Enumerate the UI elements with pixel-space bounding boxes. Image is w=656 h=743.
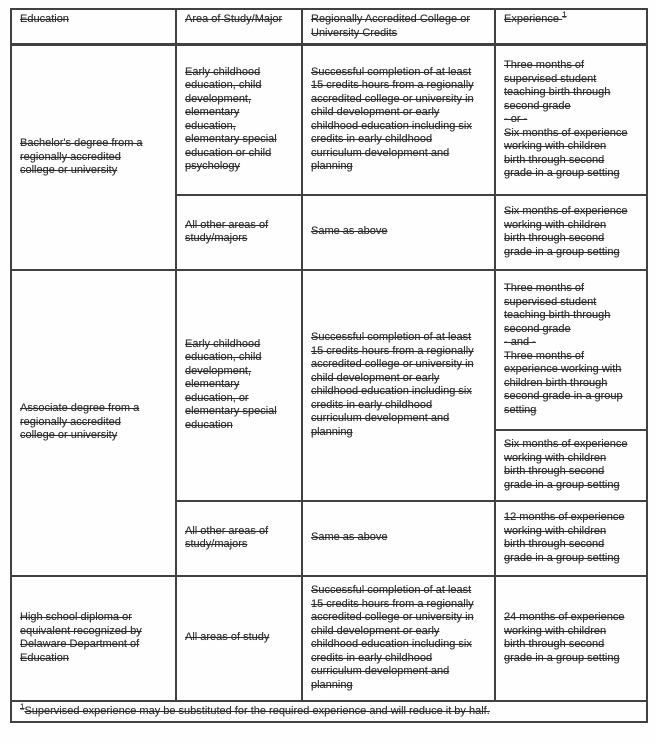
cell-credits-bachelors-primary (302, 45, 495, 195)
cell-footnote (11, 701, 647, 723)
experience-part-1: Three months of supervised student teaching birth through second grade (504, 59, 611, 112)
experience-part-2: Six months of experience working with children birth through second grade in a group setting (504, 126, 628, 179)
cell-area-bachelors-other (176, 195, 302, 270)
header-credits-label: Regionally Accredited College or University Credits (311, 13, 470, 39)
header-cell-area (176, 9, 302, 45)
education-requirements-table (10, 8, 648, 723)
credits-bachelors-other-text: Same as above (311, 225, 388, 238)
cell-area-associate-primary (176, 270, 302, 501)
footnote-text-wrap (20, 701, 640, 719)
table-row-associate-primary (11, 270, 647, 430)
cell-education-high-school (11, 576, 176, 701)
cell-credits-associate-primary (302, 270, 495, 501)
cell-education-bachelors (11, 45, 176, 270)
header-education-label: Education (20, 13, 69, 25)
area-associate-primary-text: Early childhood education, child development, elementary education, or elementary special education (185, 337, 277, 431)
table-row-footnote (11, 701, 647, 723)
footnote-text: Supervised experience may be substituted for the required experience and will reduce it by half. (24, 704, 490, 717)
experience-associate-other-text: 12 months of experience working with children birth through second grade in a group setting (504, 511, 625, 564)
footnote-marker: 1 (20, 701, 25, 711)
area-bachelors-primary-text: Early childhood education, child development, elementary education, elementary special education or child psychology (185, 65, 277, 173)
header-experience-label (504, 10, 640, 27)
experience-associate-primary (504, 282, 630, 417)
experience-connector: - and - (504, 336, 536, 348)
cell-area-bachelors-primary (176, 45, 302, 195)
credits-high-school-text: Successful completion of at least 15 credits hours from a regionally accredited college or university in child development or early childhood education including six credits in early childhood curriculum development and planning (311, 584, 474, 691)
credits-associate-primary-text: Successful completion of at least 15 credits hours from a regionally accredited college or university in child development or early childhood education including six credits in early childhood curriculum development and planning (311, 331, 474, 438)
header-cell-experience (495, 9, 647, 45)
table-row-bachelors-primary (11, 45, 647, 195)
education-bachelors-text: Bachelor's degree from a regionally accredited college or university (20, 137, 143, 176)
education-associate-text: Associate degree from a regionally accredited college or university (20, 402, 140, 442)
cell-experience-associate-other (495, 501, 647, 576)
credits-associate-other-text: Same as above (311, 531, 388, 544)
cell-area-high-school (176, 576, 302, 701)
experience-part-2: Three months of experience working with children birth through second grade in a group setting (504, 349, 623, 416)
header-experience-footnote-marker: 1 (562, 10, 567, 20)
cell-education-associate (11, 270, 176, 576)
experience-high-school-text: 24 months of experience working with children birth through second grade in a group setting (504, 611, 625, 664)
cell-experience-high-school (495, 576, 647, 701)
experience-associate-secondary-text: Six months of experience working with children birth through second grade in a group setting (504, 438, 628, 491)
cell-credits-high-school (302, 576, 495, 701)
table-row-high-school (11, 576, 647, 701)
header-cell-education (11, 9, 176, 45)
cell-experience-bachelors-other (495, 195, 647, 270)
experience-bachelors-primary (504, 59, 630, 181)
education-high-school-text: High school diploma or equivalent recognized by Delaware Department of Education (20, 611, 142, 664)
area-associate-other-text: All other areas of study/majors (185, 524, 269, 550)
credits-bachelors-primary-text: Successful completion of at least 15 credits hours from a regionally accredited college or university in child development or early childhood education including six credits in early childhood curriculum development and planning (311, 65, 474, 173)
cell-credits-associate-other (302, 501, 495, 576)
experience-connector: - or - (504, 113, 528, 125)
experience-bachelors-other-text: Six months of experience working with children birth through second grade in a group setting (504, 205, 628, 258)
cell-experience-bachelors-primary (495, 45, 647, 195)
cell-experience-associate-secondary (495, 430, 647, 501)
area-high-school-text: All areas of study (185, 631, 270, 644)
header-area-label: Area of Study/Major (185, 13, 283, 25)
cell-area-associate-other (176, 501, 302, 576)
cell-experience-associate-primary (495, 270, 647, 430)
area-bachelors-other-text: All other areas of study/majors (185, 218, 269, 244)
experience-part-1: Three months of supervised student teaching birth through second grade (504, 282, 611, 335)
table-header-row (11, 9, 647, 45)
header-cell-credits (302, 9, 495, 45)
header-experience-text: Experience (504, 13, 560, 25)
cell-credits-bachelors-other (302, 195, 495, 270)
